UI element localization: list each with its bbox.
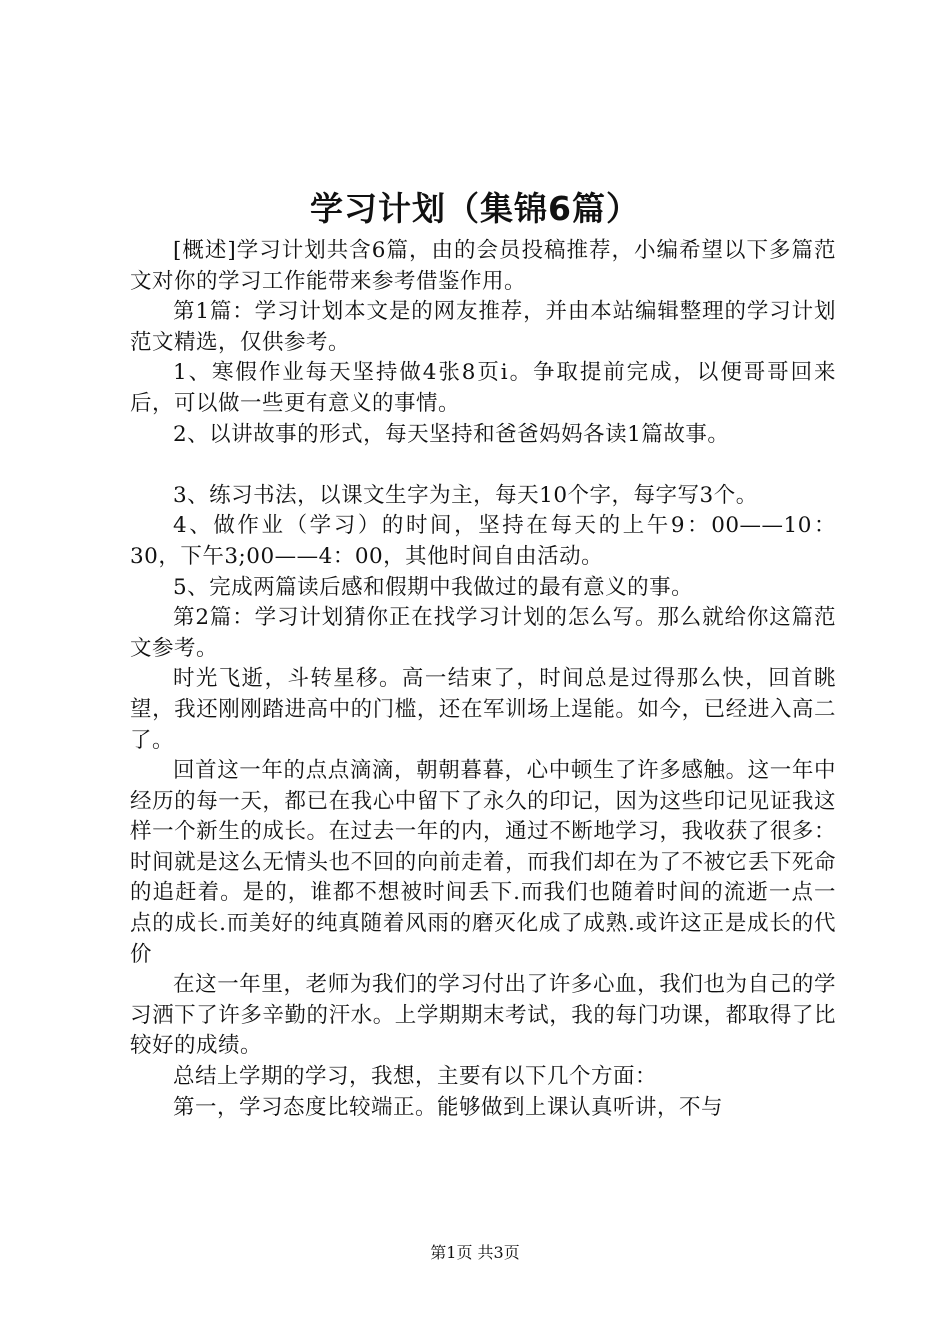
document-title: 学习计划（集锦6篇） [310,189,640,228]
paragraph-article-2-intro: 第2篇：学习计划猜你正在找学习计划的怎么写。那么就给你这篇范文参考。 [130,605,836,661]
paragraph-first-point: 第一，学习态度比较端正。能够做到上课认真听讲，不与 [173,1094,724,1120]
paragraph-item-4: 4、做作业（学习）的时间，坚持在每天的上午9：00——10：30，下午3;00——4：00，其他时间自由活动。 [130,513,836,569]
paragraph-this-year: 在这一年里，老师为我们的学习付出了许多心血，我们也为自己的学习洒下了许多辛勤的汗水。上学期期末考试，我的每门功课，都取得了比较好的成绩。 [130,972,836,1059]
paragraph-article-1-intro: 第1篇：学习计划本文是的网友推荐，并由本站编辑整理的学习计划范文精选，仅供参考。 [130,299,836,355]
paragraph-item-5: 5、完成两篇读后感和假期中我做过的最有意义的事。 [173,574,694,600]
paragraph-item-1: 1、寒假作业每天坚持做4张8页i。争取提前完成，以便哥哥回来后，可以做一些更有意义的事情。 [130,360,836,416]
paragraph-item-3: 3、练习书法，以课文生字为主，每天10个字，每字写3个。 [173,482,758,508]
paragraph-time-flies: 时光飞逝，斗转星移。高一结束了，时间总是过得那么快，回首眺望，我还刚刚踏进高中的门槛，还在军训场上逞能。如今，已经进入高二了。 [130,666,836,753]
document-body [130,236,836,1123]
paragraph-looking-back: 回首这一年的点点滴滴，朝朝暮暮，心中顿生了许多感触。这一年中经历的每一天，都已在我心中留下了永久的印记，因为这些印记见证我这样一个新生的成长。在过去一年的内，通过不断地学习，我收获了很多：时间就是这么无情头也不回的向前走着，而我们却在为了不被它丢下死命的追赶着。是的，谁都不想被时间丢下.而我们也随着时间的流逝一点一点的成长.而美好的纯真随着风雨的磨灭化成了成熟.或许这正是成长的代价 [130,758,836,967]
page-number-footer: 第1页 共3页 [430,1243,520,1262]
paragraph-summary-points: 总结上学期的学习，我想，主要有以下几个方面： [173,1064,658,1090]
paragraph-summary: [概述]学习计划共含6篇，由的会员投稿推荐，小编希望以下多篇范文对你的学习工作能带来参考借鉴作用。 [130,238,836,294]
paragraph-item-2: 2、以讲故事的形式，每天坚持和爸爸妈妈各读1篇故事。 [173,421,730,447]
